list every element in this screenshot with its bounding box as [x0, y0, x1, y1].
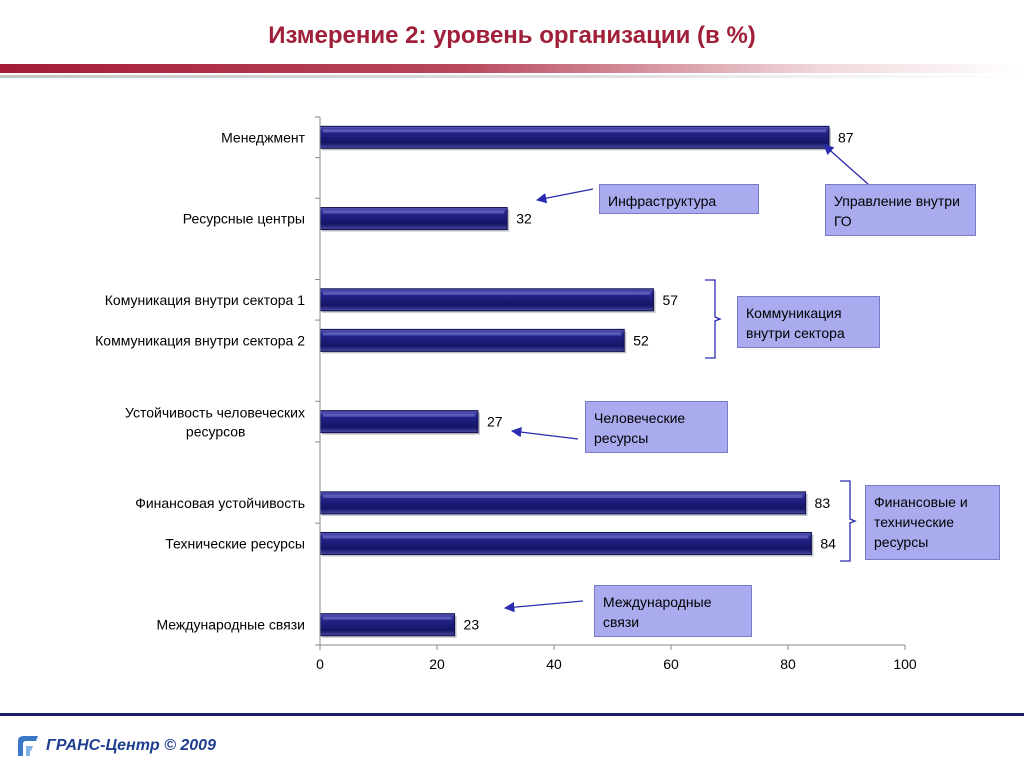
- page-title: Измерение 2: уровень организации (в %): [268, 22, 756, 49]
- x-tick-label: 40: [546, 656, 562, 672]
- category-label: Технические ресурсы: [165, 535, 305, 552]
- annotation-human-resources: Человеческие ресурсы: [585, 401, 728, 453]
- annotation-arrow: [537, 189, 593, 200]
- annotation-management: Управление внутри ГО: [825, 184, 976, 236]
- annotation-international: Международные связи: [594, 585, 752, 637]
- grans-logo-icon: [14, 734, 40, 758]
- x-tick-label: 80: [780, 656, 796, 672]
- bar-highlight: [323, 414, 475, 417]
- annotation-arrow: [824, 145, 868, 184]
- bar-highlight: [323, 617, 452, 620]
- bar-highlight: [323, 495, 803, 498]
- category-label: Ресурсные центры: [182, 210, 305, 227]
- data-label: 87: [837, 129, 854, 146]
- category-label: Менеджмент: [221, 129, 305, 146]
- data-label: 27: [486, 413, 503, 430]
- footer-divider: [0, 713, 1024, 716]
- annotation-arrow: [505, 601, 583, 608]
- bar-highlight: [323, 535, 808, 538]
- annotation-bracket: [705, 280, 720, 358]
- footer: [14, 734, 216, 758]
- data-label: 23: [463, 616, 480, 633]
- annotation-financial-technical: Финансовые и технические ресурсы: [865, 485, 1000, 560]
- bar-highlight: [323, 292, 650, 295]
- data-label: 52: [633, 332, 649, 349]
- data-label: 57: [662, 291, 679, 308]
- bar-highlight: [323, 211, 504, 214]
- category-label: Международные связи: [156, 616, 305, 633]
- x-tick-label: 60: [663, 656, 679, 672]
- annotation-bracket: [840, 481, 855, 561]
- bar-highlight: [323, 332, 621, 335]
- x-tick-label: 20: [429, 656, 445, 672]
- category-label: Устойчивость человеческих ресурсов: [125, 404, 305, 440]
- category-label: Коммуникация внутри сектора 2: [95, 332, 305, 349]
- bar-highlight: [323, 129, 826, 132]
- x-tick-label: 100: [893, 656, 917, 672]
- footer-text: ГРАНС-Центр © 2009: [46, 737, 216, 754]
- category-label: Финансовая устойчивость: [135, 494, 305, 511]
- category-label: Комуникация внутри сектора 1: [104, 291, 305, 308]
- data-label: 84: [820, 535, 836, 552]
- data-label: 32: [516, 210, 532, 227]
- annotation-communication: Коммуникация внутри сектора: [737, 296, 880, 348]
- x-tick-label: 0: [316, 656, 324, 672]
- data-label: 83: [814, 494, 831, 511]
- annotation-arrow: [512, 431, 578, 439]
- annotation-infrastructure: Инфраструктура: [599, 184, 759, 214]
